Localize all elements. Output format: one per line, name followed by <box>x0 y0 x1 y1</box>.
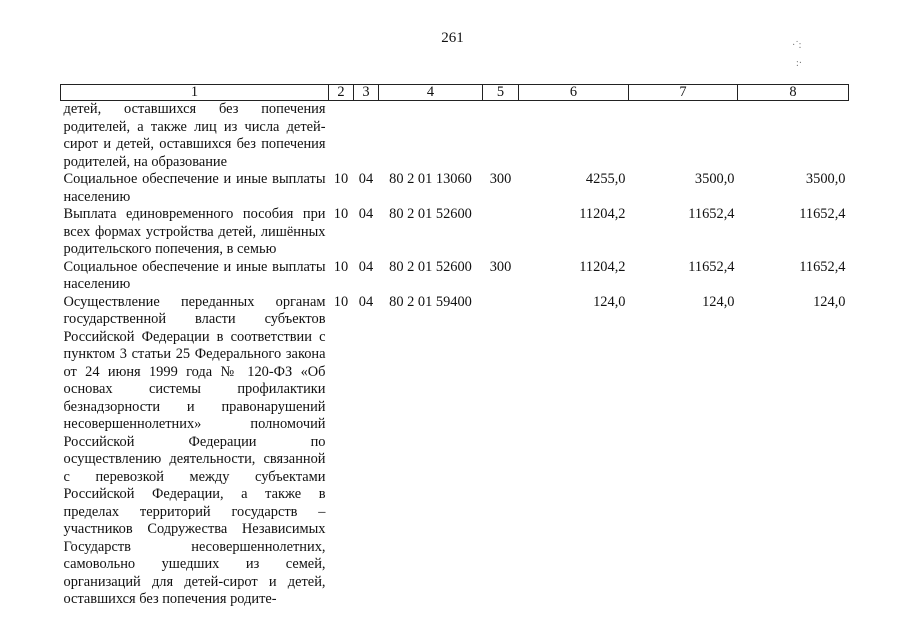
row-csr: 80 2 01 13060 <box>389 171 472 187</box>
table-row <box>61 171 849 206</box>
row-amount-2 <box>629 101 738 172</box>
row-podrazdel <box>354 101 379 172</box>
row-amount-3 <box>738 101 849 172</box>
row-csr: 80 2 01 59400 <box>389 293 472 310</box>
column-header-amount-3: 8 <box>738 85 849 101</box>
scan-speck-mark: ·˙: <box>792 40 802 51</box>
row-razdel: 10 <box>333 258 349 275</box>
row-podrazdel: 04 <box>358 171 374 187</box>
row-vr: 300 <box>489 258 512 275</box>
row-name: Социальное обеспечение и иные выплаты населению <box>63 258 326 292</box>
budget-table <box>60 84 849 609</box>
column-header-amount-1: 6 <box>519 85 629 101</box>
column-header-podrazdel: 3 <box>354 85 379 101</box>
row-amount-2: 124,0 <box>702 293 735 310</box>
row-name: Осуществление переданных органам государственной власти субъектов Российской Федерации в соответствии с пунктом 3 статьи 25 Федерального закона от 24 июня 1999 года № 120-ФЗ «Об основах системы профилактики безнадзорности и правонарушений несовершеннолетних» полномочий Российской Федерации по осуществлению деятельности, связанной с перевозкой между субъектами Российской Федерации, а также в пределах территорий государств – участников Содружества Независимых Государств несовершеннолетних, самовольно ушедших из семей, организаций для детей-сирот и детей, оставшихся без попечения родите- <box>63 293 326 607</box>
scan-speck-mark: :· <box>796 58 803 69</box>
row-csr: 80 2 01 52600 <box>389 258 472 275</box>
row-vr <box>483 206 519 259</box>
row-csr: 80 2 01 52600 <box>389 206 472 222</box>
row-amount-2: 11652,4 <box>688 258 735 275</box>
row-name: Социальное обеспечение и иные выплаты населению <box>63 171 326 205</box>
row-podrazdel: 04 <box>358 206 374 222</box>
row-amount-2: 3500,0 <box>694 171 735 187</box>
row-amount-3: 124,0 <box>813 293 846 310</box>
row-amount-3: 3500,0 <box>805 171 846 187</box>
column-header-name: 1 <box>61 85 329 101</box>
table-row <box>61 206 849 259</box>
row-amount-1 <box>519 101 629 172</box>
row-amount-3: 11652,4 <box>799 206 846 222</box>
row-amount-1: 124,0 <box>593 293 626 310</box>
row-name: детей, оставшихся без попечения родителей, а также лиц из числа детей-сирот и детей, оставшихся без попечения родителей, на образование <box>63 101 326 170</box>
row-podrazdel: 04 <box>358 258 374 275</box>
row-amount-1: 11204,2 <box>579 258 626 275</box>
row-amount-1: 4255,0 <box>585 171 626 187</box>
row-vr: 300 <box>489 171 512 187</box>
row-vr <box>483 294 519 609</box>
column-header-amount-2: 7 <box>629 85 738 101</box>
column-header-vr: 5 <box>483 85 519 101</box>
row-razdel: 10 <box>333 171 349 187</box>
row-razdel <box>329 101 354 172</box>
row-name: Выплата единовременного пособия при всех формах устройства детей, лишённых родительского попечения, в семью <box>63 206 326 257</box>
column-header-csr: 4 <box>379 85 483 101</box>
column-header-razdel: 2 <box>329 85 354 101</box>
row-amount-1: 11204,2 <box>579 206 626 222</box>
row-razdel: 10 <box>333 293 349 310</box>
row-csr <box>379 101 483 172</box>
row-vr <box>483 101 519 172</box>
row-razdel: 10 <box>333 206 349 222</box>
table-row <box>61 294 849 609</box>
row-amount-3: 11652,4 <box>799 258 846 275</box>
table-row <box>61 101 849 172</box>
row-podrazdel: 04 <box>358 293 374 310</box>
header-row <box>61 85 849 101</box>
table-row <box>61 259 849 294</box>
row-amount-2: 11652,4 <box>688 206 735 222</box>
page-number: 261 <box>441 30 464 46</box>
